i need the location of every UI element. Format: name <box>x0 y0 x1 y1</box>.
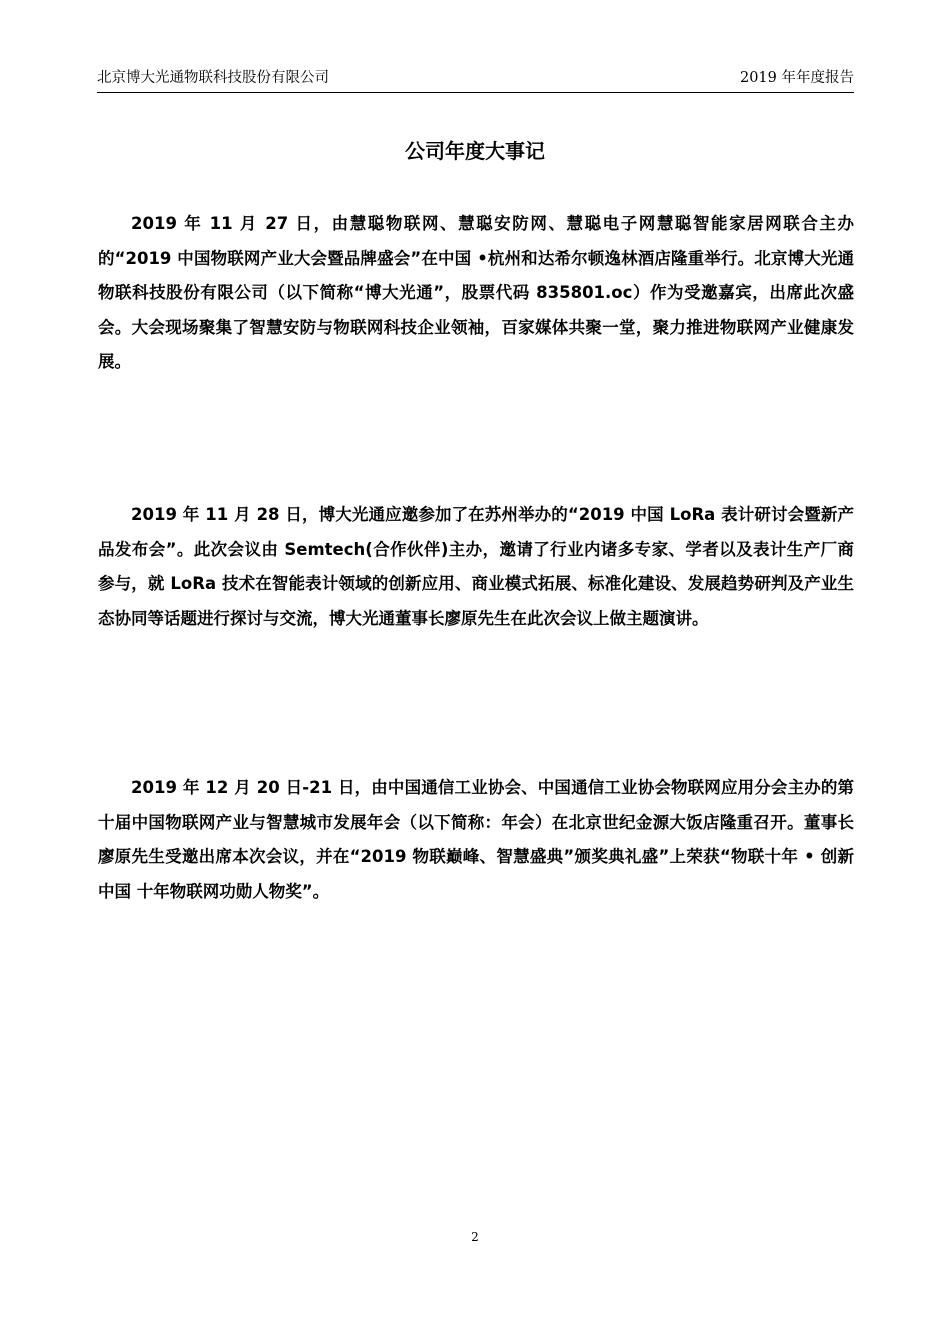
page-header <box>97 68 854 93</box>
header-report-title: 2019 年年度报告 <box>739 70 854 86</box>
page-title: 公司年度大事记 <box>405 139 545 163</box>
event-paragraph-1: 2019 年 11 月 27 日，由慧聪物联网、慧聪安防网、慧聪电子网慧聪智能家居网联合主办的“2019 中国物联网产业大会暨品牌盛会”在中国 •杭州和达希尔顿逸林酒店隆重举行。北京博大光通物联科技股份有限公司（以下简称“博大光通”，股票代码 835801.oc）作为受邀嘉宾，出席此次盛会。大会现场聚集了智慧安防与物联网科技企业领袖，百家媒体共聚一堂，聚力推进物联网产业健康发展。 <box>98 214 854 371</box>
header-company-name: 北京博大光通物联科技股份有限公司 <box>97 70 329 86</box>
page-number: 2 <box>471 1230 479 1244</box>
event-paragraph-2: 2019 年 11 月 28 日，博大光通应邀参加了在苏州举办的“2019 中国 LoRa 表计研讨会暨新产品发布会”。此次会议由 Semtech(合作伙伴)主办，邀请了行业内诸多专家、学者以及表计生产厂商参与，就 LoRa 技术在智能表计领域的创新应用、商业模式拓展、标准化建设、发展趋势研判及产业生态协同等话题进行探讨与交流，博大光通董事长廖原先生在此次会议上做主题演讲。 <box>98 505 854 628</box>
event-paragraph-3: 2019 年 12 月 20 日-21 日，由中国通信工业协会、中国通信工业协会物联网应用分会主办的第十届中国物联网产业与智慧城市发展年会（以下简称：年会）在北京世纪金源大饭店隆重召开。董事长廖原先生受邀出席本次会议，并在“2019 物联巅峰、智慧盛典”颁奖典礼盛”上荣获“物联十年 • 创新中国 十年物联网功勋人物奖”。 <box>98 778 854 901</box>
